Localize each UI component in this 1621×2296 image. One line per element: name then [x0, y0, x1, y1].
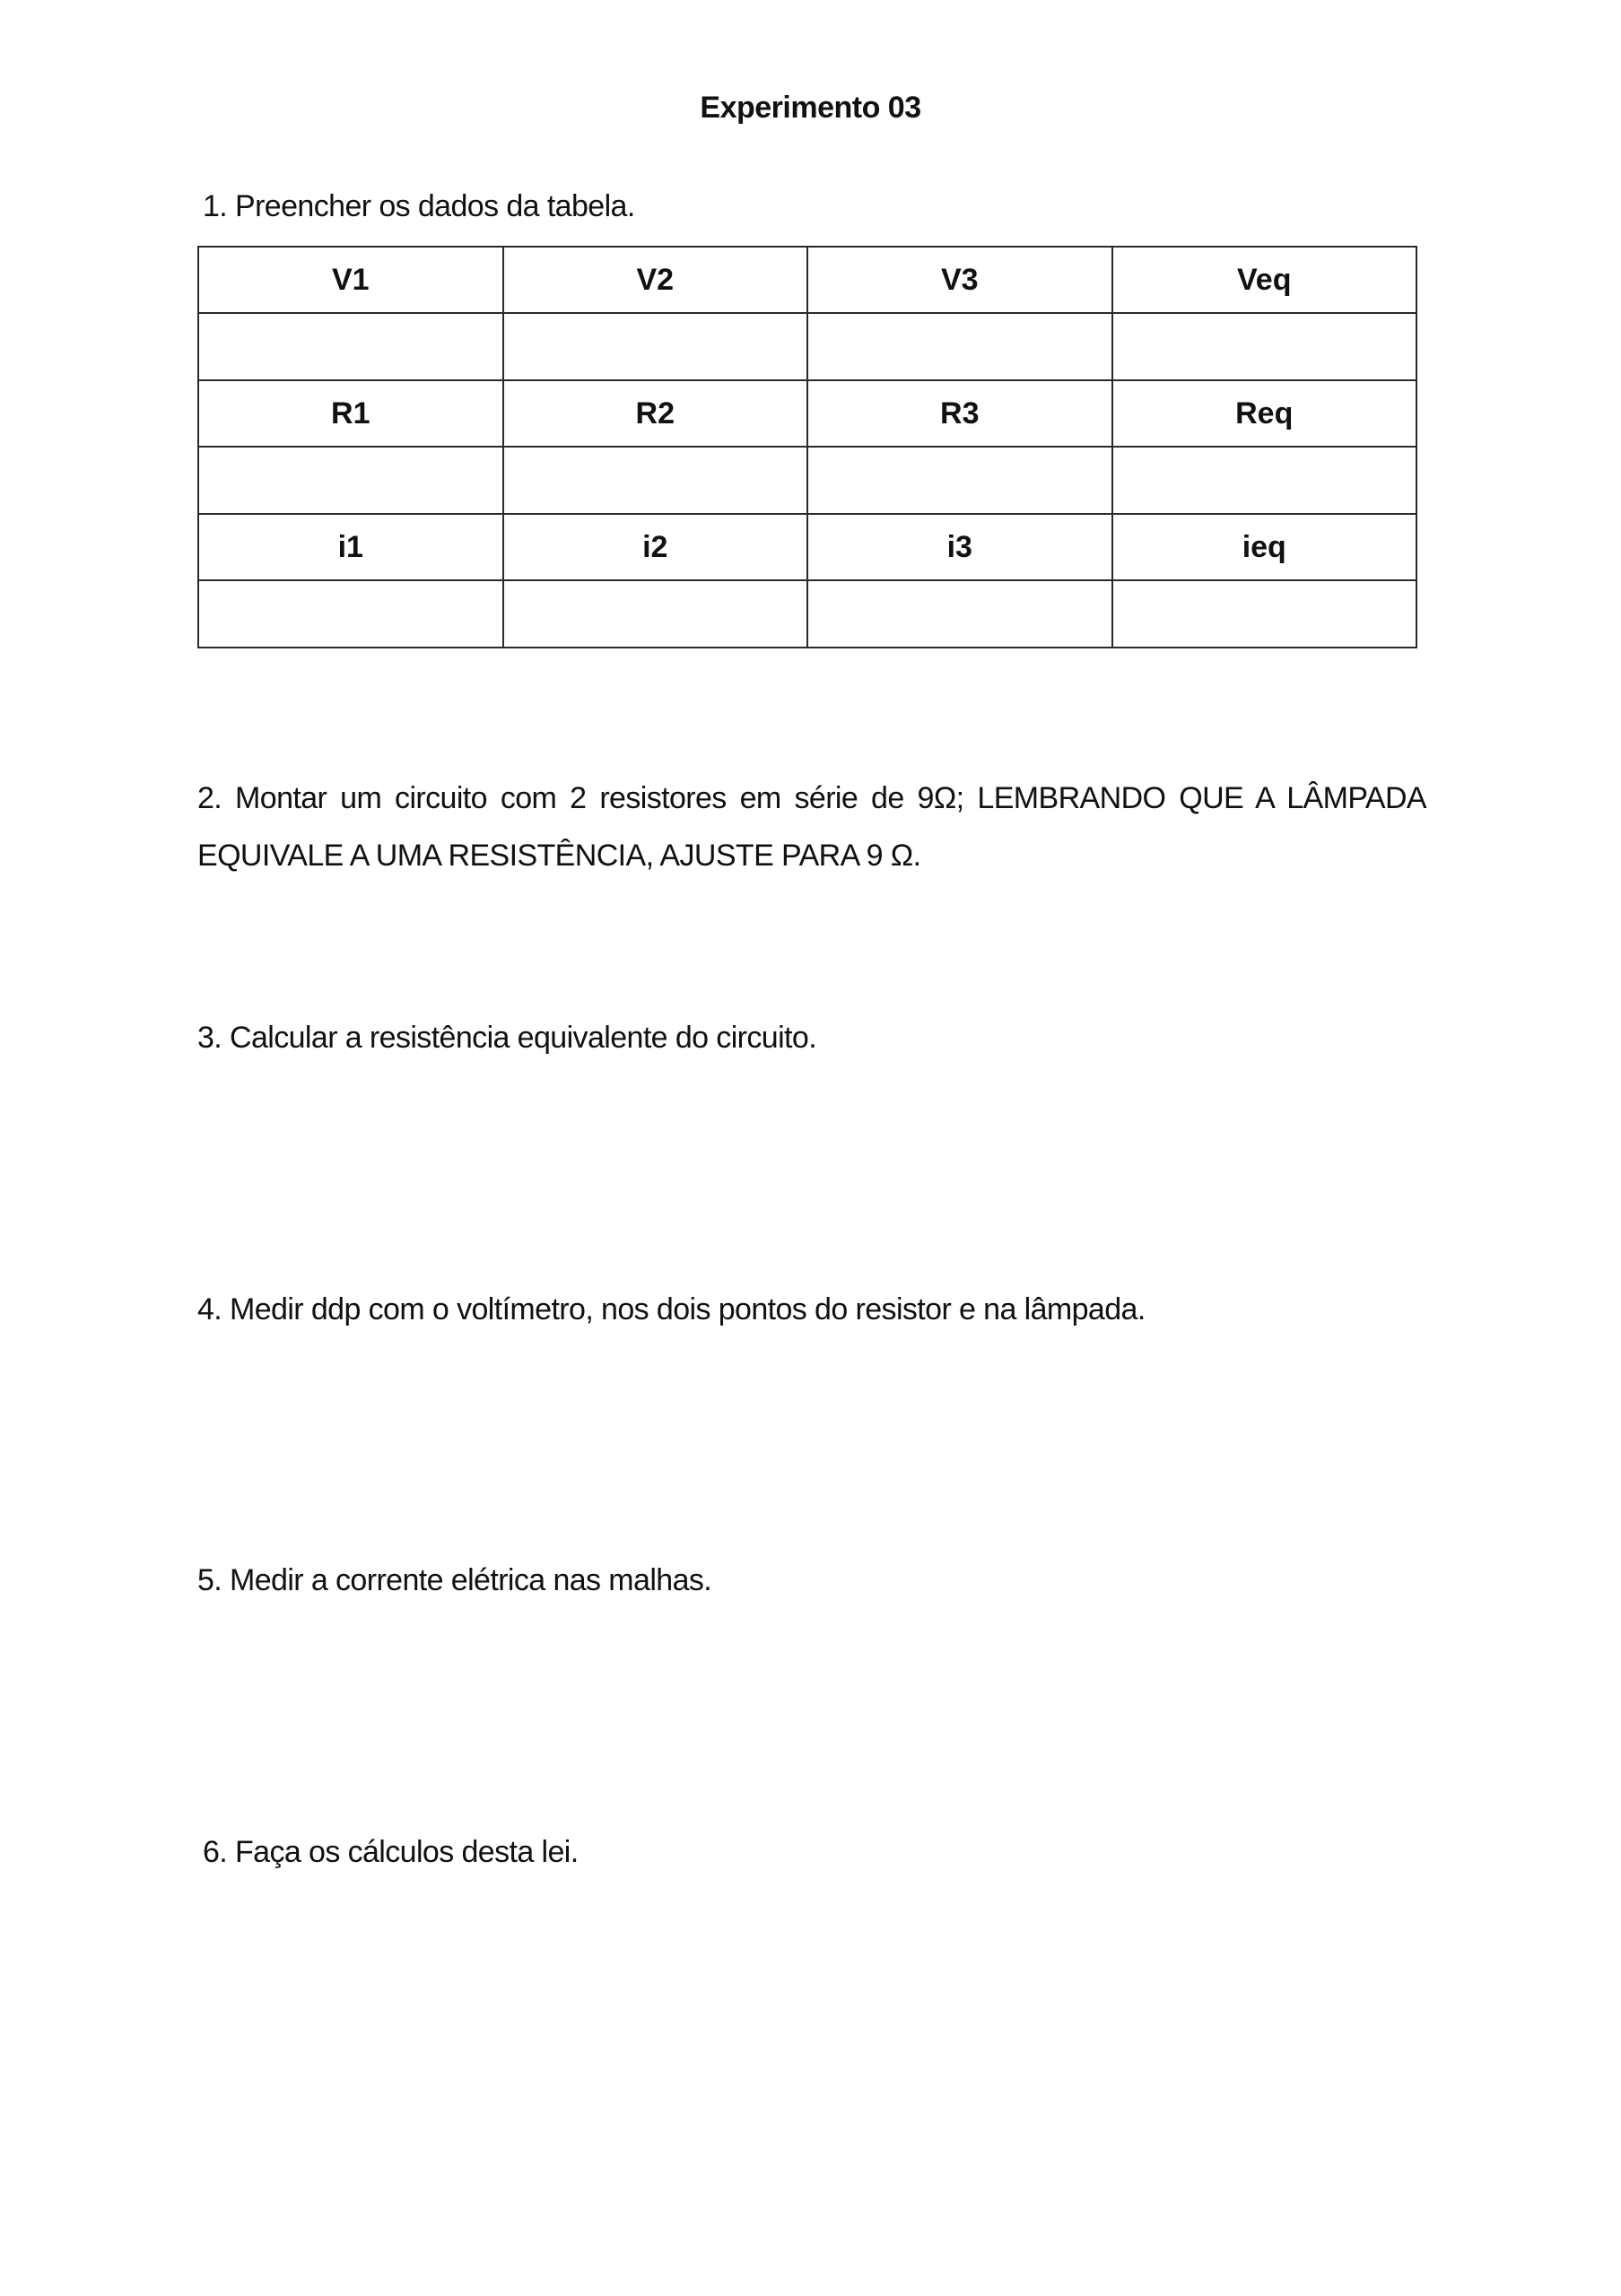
value-cell-r1[interactable]: [198, 447, 503, 514]
header-cell-r2: R2: [503, 380, 808, 447]
question-2: 2. Montar um circuito com 2 resistores em série de 9Ω; LEMBRANDO QUE A LÂMPADA EQUIVALE A UMA RESISTÊNCIA, AJUSTE PARA 9 Ω.: [197, 781, 1426, 873]
header-cell-req: Req: [1112, 380, 1417, 447]
value-cell-i2[interactable]: [503, 580, 808, 648]
data-table: [197, 246, 1417, 648]
table-header-row-resistance: [198, 380, 1416, 447]
question-3: 3. Calcular a resistência equivalente do circuito.: [197, 1021, 817, 1055]
value-cell-veq[interactable]: [1112, 313, 1417, 380]
value-cell-req[interactable]: [1112, 447, 1417, 514]
value-cell-v1[interactable]: [198, 313, 503, 380]
header-cell-r3: R3: [807, 380, 1112, 447]
header-cell-v3: V3: [807, 247, 1112, 313]
page-title: Experimento 03: [700, 91, 921, 125]
header-cell-r1: R1: [198, 380, 503, 447]
header-cell-v1: V1: [198, 247, 503, 313]
question-4: 4. Medir ddp com o voltímetro, nos dois pontos do resistor e na lâmpada.: [197, 1292, 1146, 1326]
value-cell-v2[interactable]: [503, 313, 808, 380]
table-row-current-values: [198, 580, 1416, 648]
header-cell-v2: V2: [503, 247, 808, 313]
question-5: 5. Medir a corrente elétrica nas malhas.: [197, 1563, 712, 1597]
header-cell-i1: i1: [198, 514, 503, 580]
value-cell-v3[interactable]: [807, 313, 1112, 380]
question-6: 6. Faça os cálculos desta lei.: [203, 1835, 579, 1869]
value-cell-r2[interactable]: [503, 447, 808, 514]
header-cell-i3: i3: [807, 514, 1112, 580]
header-cell-ieq: ieq: [1112, 514, 1417, 580]
table-header-row-current: [198, 514, 1416, 580]
value-cell-i1[interactable]: [198, 580, 503, 648]
table-header-row-voltage: [198, 247, 1416, 313]
header-cell-i2: i2: [503, 514, 808, 580]
question-1: 1. Preencher os dados da tabela.: [203, 189, 635, 223]
value-cell-ieq[interactable]: [1112, 580, 1417, 648]
value-cell-r3[interactable]: [807, 447, 1112, 514]
value-cell-i3[interactable]: [807, 580, 1112, 648]
table-row-voltage-values: [198, 313, 1416, 380]
table-row-resistance-values: [198, 447, 1416, 514]
header-cell-veq: Veq: [1112, 247, 1417, 313]
